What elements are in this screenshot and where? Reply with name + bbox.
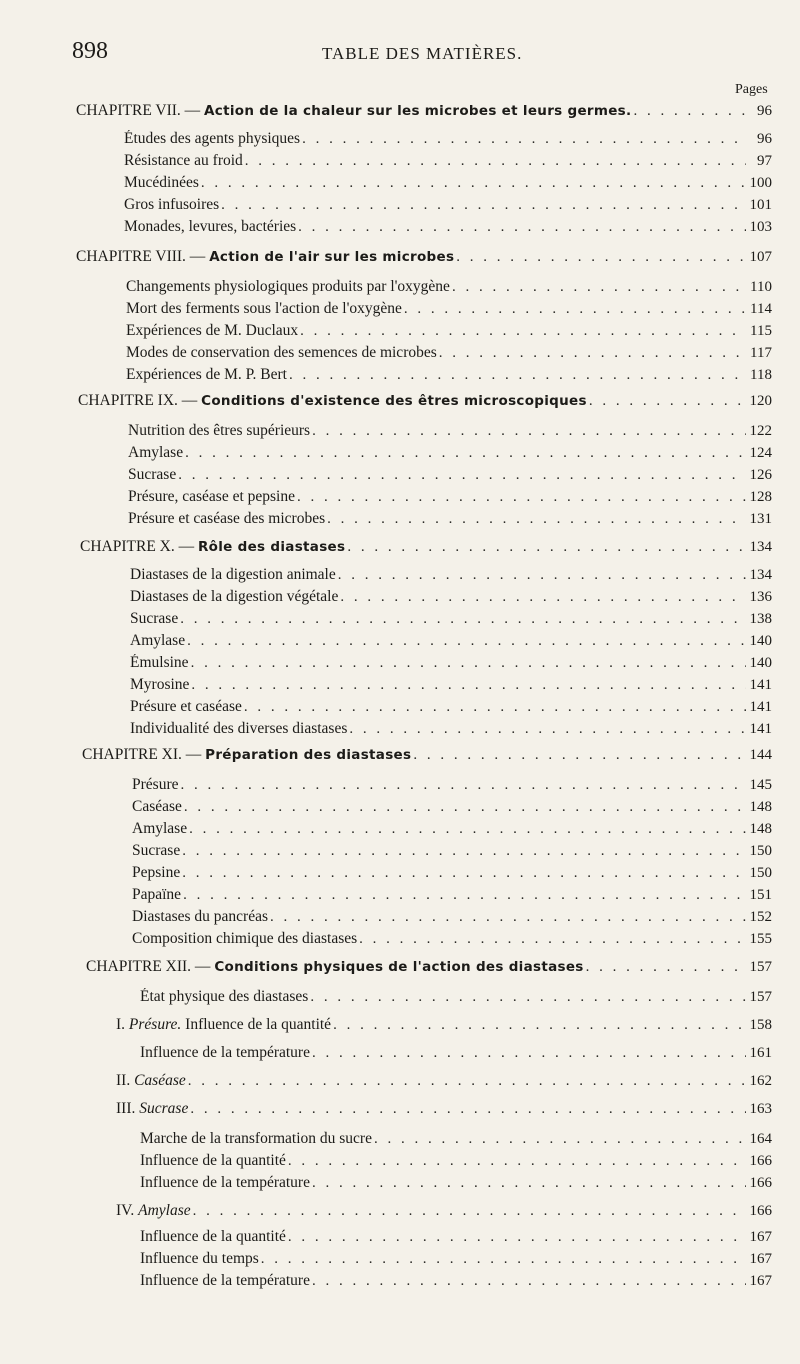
chapter-heading: [76, 102, 772, 124]
page-number: 148: [749, 799, 772, 815]
page-number: 162: [749, 1073, 772, 1089]
page-number: 144: [749, 747, 772, 763]
page-number: 114: [750, 301, 772, 317]
toc-entry: [132, 864, 772, 886]
page-number: 155: [749, 931, 772, 947]
dot-leader: [199, 175, 746, 192]
dot-leader: [181, 887, 746, 904]
page-number: 141: [749, 699, 772, 715]
dot-leader: [191, 1203, 746, 1220]
chapter-label: [86, 958, 584, 976]
toc-entry: [130, 654, 772, 676]
chapter-number: CHAPITRE XII. —: [86, 958, 215, 975]
toc-entry: [128, 466, 772, 488]
entry-text: Influence du temps: [140, 1250, 259, 1267]
toc-entry: [130, 566, 772, 588]
toc-entry: [116, 1072, 772, 1094]
toc-entry: [126, 344, 772, 366]
toc-entry: [126, 366, 772, 388]
dot-leader: [296, 219, 746, 236]
dot-leader: [178, 611, 746, 628]
dot-leader: [287, 367, 746, 384]
chapter-number: CHAPITRE IX. —: [78, 392, 202, 409]
dot-leader: [338, 589, 746, 606]
running-title: TABLE DES MATIÈRES.: [322, 44, 523, 63]
toc-entry: [132, 908, 772, 930]
page-number: 151: [749, 887, 772, 903]
entry-label: [128, 510, 325, 528]
entry-label: [124, 218, 296, 236]
entry-label: [130, 566, 336, 584]
entry-text: Études des agents physiques: [124, 130, 301, 147]
dot-leader: [268, 909, 746, 926]
dot-leader: [310, 1273, 746, 1290]
entry-label: [124, 152, 243, 170]
entry-text: Influence de la température: [140, 1174, 310, 1191]
entry-label: [132, 864, 180, 882]
toc-entry: [132, 842, 772, 864]
entry-text: Amylase: [128, 444, 184, 461]
section-title: Sucrase: [139, 1100, 189, 1117]
toc-entry: [128, 510, 772, 532]
entry-label: [132, 886, 181, 904]
dot-leader: [179, 777, 747, 794]
entry-label: [116, 1016, 331, 1034]
chapter-title: Rôle des diastases: [197, 539, 346, 555]
toc-entry: [140, 1250, 772, 1272]
entry-label: [132, 798, 182, 816]
entry-text: Émulsine: [130, 654, 189, 671]
entry-text: Marche de la transformation du sucre: [140, 1130, 372, 1147]
toc-entry: [140, 1174, 772, 1196]
chapter-number: CHAPITRE X. —: [80, 538, 198, 555]
dot-leader: [336, 567, 746, 584]
entry-text: Changements physiologiques produits par l'oxygène: [126, 278, 450, 295]
entry-text: Papaïne: [132, 886, 182, 903]
section-title: Présure.: [128, 1016, 182, 1033]
entry-text: Modes de conservation des semences de microbes: [126, 344, 437, 361]
entry-label: [132, 908, 268, 926]
entry-label: [128, 466, 176, 484]
toc-entry: [116, 1100, 772, 1122]
entry-text: Influence de la quantité: [181, 1016, 332, 1033]
page-number: 107: [749, 249, 772, 265]
entry-label: [140, 1044, 310, 1062]
dot-leader: [180, 843, 746, 860]
dot-leader: [437, 345, 746, 362]
toc-entry: [124, 174, 772, 196]
entry-text: Diastases du pancréas: [132, 908, 269, 925]
toc-entry: [130, 720, 772, 742]
entry-text: Sucrase: [128, 466, 177, 483]
toc-entry: [140, 1044, 772, 1066]
dot-leader: [286, 1229, 746, 1246]
page-number: 118: [750, 367, 772, 383]
dot-leader: [345, 539, 746, 556]
chapter-number: CHAPITRE VII. —: [76, 102, 205, 119]
entry-text: Individualité des diverses diastases: [130, 720, 348, 737]
entry-label: [130, 676, 189, 694]
toc-entry: [130, 676, 772, 698]
dot-leader: [180, 865, 746, 882]
page-number: 126: [749, 467, 772, 483]
entry-label: [140, 1272, 310, 1290]
toc-entry: [124, 130, 772, 152]
page-number: 96: [757, 131, 772, 147]
dot-leader: [243, 153, 746, 170]
entry-text: Monades, levures, bactéries: [124, 218, 297, 235]
dot-leader: [176, 467, 746, 484]
dot-leader: [325, 511, 746, 528]
dot-leader: [450, 279, 746, 296]
dot-leader: [188, 1101, 746, 1118]
entry-text: Présure: [132, 776, 179, 793]
toc-entry: [132, 798, 772, 820]
entry-label: [140, 1152, 286, 1170]
entry-text: Diastases de la digestion animale: [130, 566, 336, 583]
entry-label: [124, 130, 300, 148]
page-number: 166: [749, 1175, 772, 1191]
toc-entry: [140, 1152, 772, 1174]
page-number: 128: [749, 489, 772, 505]
entry-label: [140, 1228, 286, 1246]
chapter-label: [78, 392, 587, 410]
dot-leader: [187, 821, 746, 838]
dot-leader: [308, 989, 746, 1006]
page-number: 115: [750, 323, 772, 339]
dot-leader: [411, 747, 746, 764]
toc-entry: [132, 820, 772, 842]
page-number: 150: [749, 865, 772, 881]
entry-label: [124, 196, 219, 214]
dot-leader: [454, 249, 746, 266]
entry-text: Composition chimique des diastases: [132, 930, 358, 947]
page-number: 117: [750, 345, 772, 361]
chapter-title: Action de la chaleur sur les microbes et leurs germes.: [204, 103, 632, 119]
dot-leader: [310, 1045, 746, 1062]
chapter-heading: [76, 248, 772, 270]
entry-text: Influence de la température: [140, 1272, 310, 1289]
entry-label: [128, 488, 295, 506]
page-number: 134: [749, 567, 772, 583]
toc-entry: [126, 300, 772, 322]
entry-text: Caséase: [132, 798, 182, 815]
page-number: 164: [749, 1131, 772, 1147]
section-numeral: I.: [116, 1016, 129, 1033]
entry-label: [116, 1072, 186, 1090]
toc-entry: [128, 488, 772, 510]
page-number: 148: [749, 821, 772, 837]
entry-label: [126, 322, 298, 340]
page-number: 124: [749, 445, 772, 461]
entry-text: Gros infusoires: [124, 196, 220, 213]
entry-label: [130, 654, 189, 672]
page-number: 140: [749, 633, 772, 649]
chapter-heading: [80, 538, 772, 560]
dot-leader: [242, 699, 746, 716]
entry-label: [130, 698, 242, 716]
chapter-heading: [86, 958, 772, 980]
toc-entry: [116, 1016, 772, 1038]
page-number: 103: [749, 219, 772, 235]
toc-entry: [140, 988, 772, 1010]
page-number: 136: [749, 589, 772, 605]
dot-leader: [631, 103, 746, 120]
page-header: [72, 38, 772, 68]
page-number: 131: [749, 511, 772, 527]
page-number: 167: [749, 1229, 772, 1245]
entry-label: [130, 588, 338, 606]
entry-text: Sucrase: [132, 842, 181, 859]
entry-text: Pepsine: [132, 864, 181, 881]
dot-leader: [300, 131, 746, 148]
section-numeral: III.: [116, 1100, 140, 1117]
entry-label: [124, 174, 199, 192]
page-number: 150: [749, 843, 772, 859]
entry-label: [132, 820, 187, 838]
dot-leader: [189, 677, 746, 694]
page-number: 110: [750, 279, 772, 295]
chapter-title: Conditions physiques de l'action des diastases: [214, 959, 584, 975]
page-number: 898: [72, 38, 108, 64]
chapter-title: Préparation des diastases: [205, 747, 412, 763]
entry-text: Amylase: [132, 820, 188, 837]
entry-label: [128, 422, 310, 440]
chapter-number: CHAPITRE VIII. —: [76, 248, 210, 265]
page-number: 167: [749, 1251, 772, 1267]
page-number: 96: [757, 103, 772, 119]
entry-label: [140, 1250, 259, 1268]
chapter-label: [76, 102, 631, 120]
toc-entry: [130, 698, 772, 720]
page-number: 120: [749, 393, 772, 409]
entry-label: [116, 1100, 188, 1118]
entry-text: Présure, caséase et pepsine: [128, 488, 295, 505]
entry-text: État physique des diastases: [140, 988, 309, 1005]
entry-text: Influence de la quantité: [140, 1152, 286, 1169]
page-number: 158: [749, 1017, 772, 1033]
entry-label: [130, 720, 347, 738]
entry-text: Influence de la quantité: [140, 1228, 286, 1245]
entry-label: [130, 632, 185, 650]
dot-leader: [183, 445, 746, 462]
page-number: 152: [749, 909, 772, 925]
entry-text: Myrosine: [130, 676, 190, 693]
toc-entry: [124, 218, 772, 240]
entry-text: Influence de la température: [140, 1044, 310, 1061]
entry-label: [116, 1202, 191, 1220]
entry-label: [132, 842, 180, 860]
entry-text: Mucédinées: [124, 174, 199, 191]
page-number: 141: [749, 677, 772, 693]
toc-entry: [128, 422, 772, 444]
dot-leader: [331, 1017, 746, 1034]
dot-leader: [295, 489, 746, 506]
entry-text: Expériences de M. P. Bert: [126, 366, 287, 383]
toc-entry: [130, 632, 772, 654]
page-number: 134: [749, 539, 772, 555]
section-numeral: II.: [116, 1072, 135, 1089]
dot-leader: [186, 1073, 746, 1090]
dot-leader: [310, 423, 746, 440]
page-number: 145: [749, 777, 772, 793]
dot-leader: [185, 633, 746, 650]
toc-entry: [130, 588, 772, 610]
dot-leader: [298, 323, 746, 340]
page-number: 97: [757, 153, 772, 169]
entry-text: Résistance au froid: [124, 152, 243, 169]
dot-leader: [584, 959, 746, 976]
toc-entry: [126, 278, 772, 300]
entry-text: Sucrase: [130, 610, 179, 627]
dot-leader: [372, 1131, 746, 1148]
dot-leader: [402, 301, 746, 318]
page-number: 157: [749, 959, 772, 975]
entry-label: [140, 988, 308, 1006]
entry-label: [132, 930, 357, 948]
entry-label: [128, 444, 183, 462]
toc-entry: [124, 152, 772, 174]
dot-leader: [189, 655, 746, 672]
dot-leader: [310, 1175, 746, 1192]
toc-entry: [128, 444, 772, 466]
entry-label: [126, 300, 402, 318]
dot-leader: [587, 393, 746, 410]
toc-entry: [130, 610, 772, 632]
dot-leader: [347, 721, 746, 738]
toc-entry: [132, 886, 772, 908]
chapter-number: CHAPITRE XI. —: [82, 746, 206, 763]
page-number: 141: [749, 721, 772, 737]
pages-column-label: Pages: [735, 82, 768, 97]
entry-label: [132, 776, 179, 794]
entry-label: [140, 1174, 310, 1192]
page-number: 101: [749, 197, 772, 213]
page-number: 161: [749, 1045, 772, 1061]
page-number: 122: [749, 423, 772, 439]
section-title: Caséase: [134, 1072, 186, 1089]
dot-leader: [286, 1153, 746, 1170]
toc-entry: [140, 1272, 772, 1294]
page-number: 157: [749, 989, 772, 1005]
dot-leader: [357, 931, 746, 948]
chapter-label: [76, 248, 454, 266]
page-number: 100: [749, 175, 772, 191]
entry-text: Diastases de la digestion végétale: [130, 588, 339, 605]
entry-label: [140, 1130, 372, 1148]
toc-entry: [132, 776, 772, 798]
chapter-title: Action de l'air sur les microbes: [209, 249, 455, 265]
toc-entry: [126, 322, 772, 344]
section-numeral: IV.: [116, 1202, 139, 1219]
toc-entry: [140, 1228, 772, 1250]
dot-leader: [259, 1251, 746, 1268]
page-number: 166: [749, 1153, 772, 1169]
entry-label: [126, 344, 437, 362]
dot-leader: [182, 799, 746, 816]
toc-entry: [116, 1202, 772, 1224]
entry-text: Expériences de M. Duclaux: [126, 322, 299, 339]
chapter-heading: [82, 746, 772, 768]
page-number: 167: [749, 1273, 772, 1289]
dot-leader: [219, 197, 746, 214]
entry-text: Mort des ferments sous l'action de l'oxygène: [126, 300, 402, 317]
chapter-heading: [78, 392, 772, 414]
chapter-label: [82, 746, 411, 764]
entry-text: Nutrition des êtres supérieurs: [128, 422, 311, 439]
toc-entry: [132, 930, 772, 952]
page-number: 163: [749, 1101, 772, 1117]
entry-label: [126, 278, 450, 296]
page-number: 138: [749, 611, 772, 627]
chapter-label: [80, 538, 345, 556]
page-number: 166: [749, 1203, 772, 1219]
page-number: 140: [749, 655, 772, 671]
toc-entry: [140, 1130, 772, 1152]
entry-label: [126, 366, 287, 384]
entry-label: [130, 610, 178, 628]
section-title: Amylase: [138, 1202, 191, 1219]
entry-text: Amylase: [130, 632, 186, 649]
entry-text: Présure et caséase des microbes: [128, 510, 326, 527]
chapter-title: Conditions d'existence des êtres microscopiques: [201, 393, 587, 409]
toc-entry: [124, 196, 772, 218]
entry-text: Présure et caséase: [130, 698, 242, 715]
